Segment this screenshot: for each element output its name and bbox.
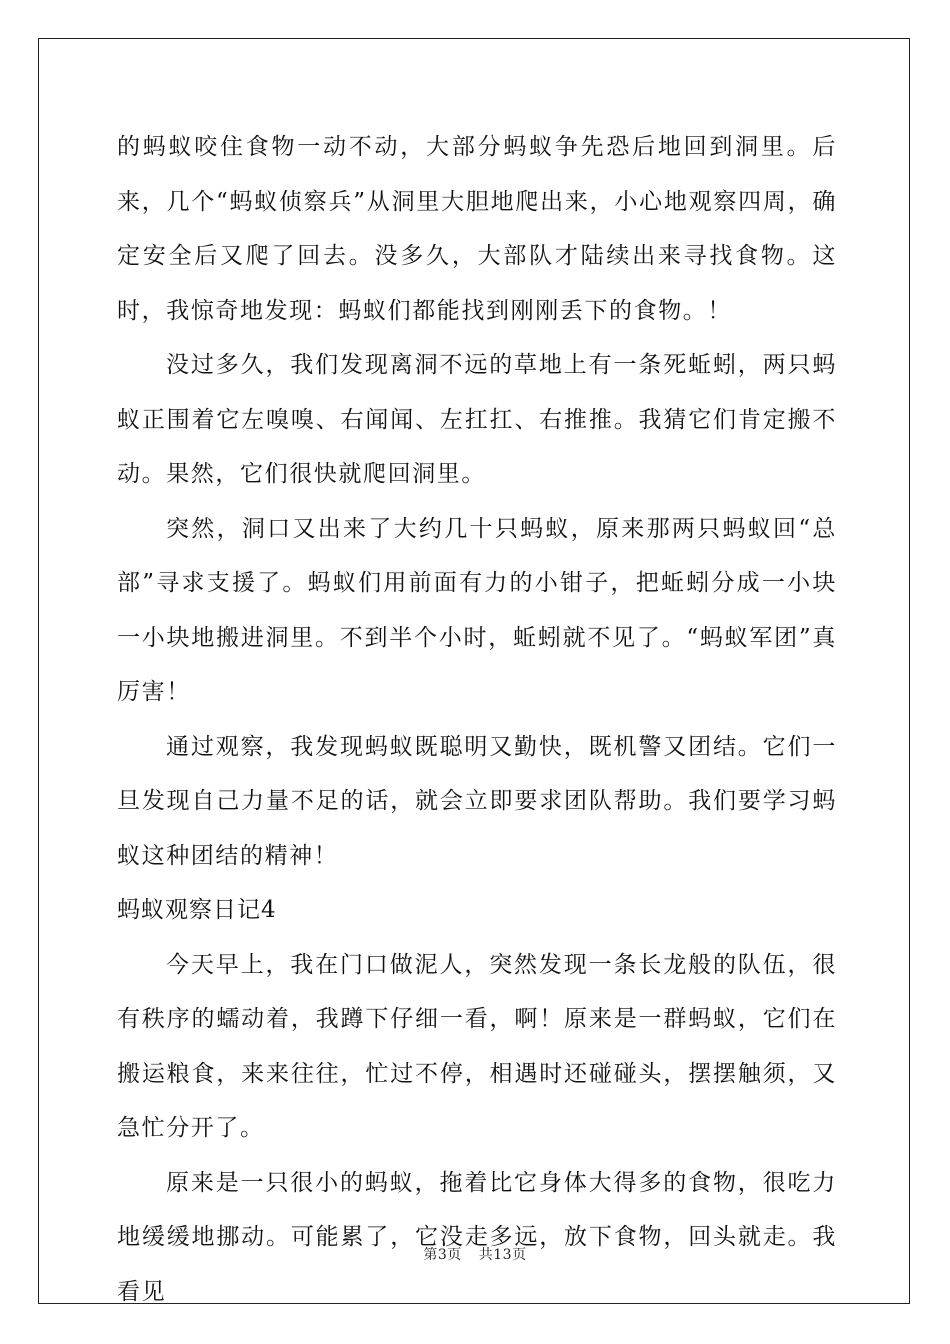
section-heading: 蚂蚁观察日记4 (117, 897, 277, 923)
paragraph-6: 原来是一只很小的蚂蚁，拖着比它身体大得多的食物，很吃力地缓缓地挪动。可能累了，它没走多远，放下食物，回头就走。我看见 (117, 1169, 837, 1305)
paragraph-1: 的蚂蚁咬住食物一动不动，大部分蚂蚁争先恐后地回到洞里。后来，几个“蚂蚁侦察兵”从洞里大胆地爬出来，小心地观察四周，确定安全后又爬了回去。没多久，大部队才陆续出来寻找食物。这时，我惊奇地发现：蚂蚁们都能找到刚刚丢下的食物。！ (117, 134, 837, 324)
document-body (117, 120, 837, 1319)
page-number: 第3页 (423, 1247, 462, 1263)
page-total: 共13页 (478, 1247, 527, 1263)
paragraph-4: 通过观察，我发现蚂蚁既聪明又勤快，既机警又团结。它们一旦发现自己力量不足的话，就会立即要求团队帮助。我们要学习蚂蚁这种团结的精神！ (117, 733, 837, 869)
paragraph-5: 今天早上，我在门口做泥人，突然发现一条长龙般的队伍，很有秩序的蠕动着，我蹲下仔细一看，啊！原来是一群蚂蚁，它们在搬运粮食，来来往往，忙过不停，相遇时还碰碰头，摆摆触须，又急忙分开了。 (117, 951, 837, 1141)
paragraph-3: 突然，洞口又出来了大约几十只蚂蚁，原来那两只蚂蚁回“总部”寻求支援了。蚂蚁们用前面有力的小钳子，把蚯蚓分成一小块一小块地搬进洞里。不到半个小时，蚯蚓就不见了。“蚂蚁军团”真厉害！ (117, 515, 837, 705)
paragraph-2: 没过多久，我们发现离洞不远的草地上有一条死蚯蚓，两只蚂蚁正围着它左嗅嗅、右闻闻、左扛扛、右推推。我猜它们肯定搬不动。果然，它们很快就爬回洞里。 (117, 352, 837, 487)
page-footer (0, 1244, 950, 1264)
